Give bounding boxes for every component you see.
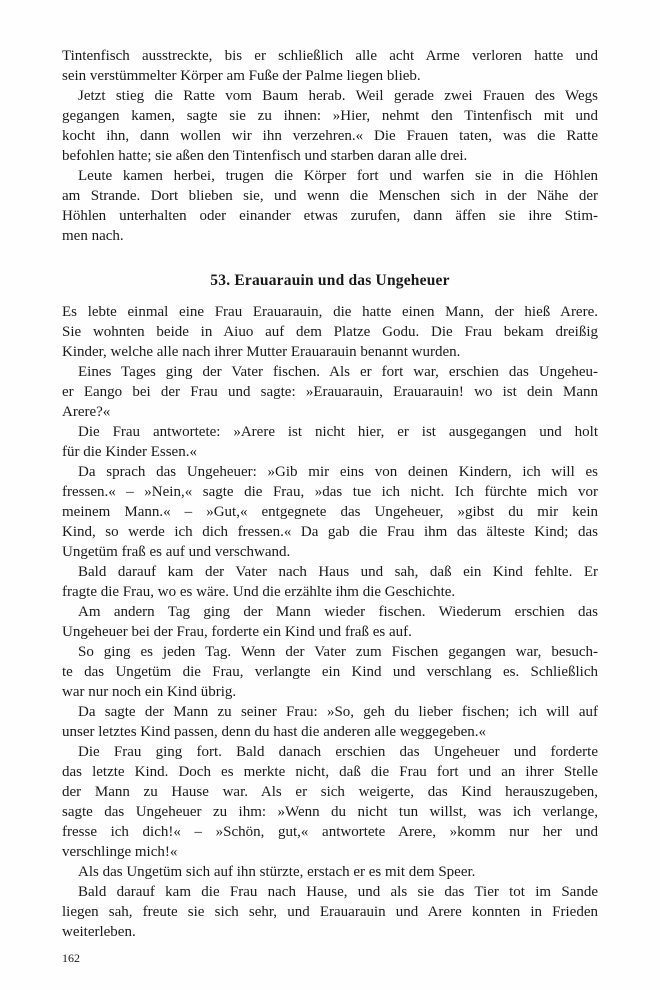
text-line: Eines Tages ging der Vater fischen. Als er fort war, erschien das Ungeheu- xyxy=(78,364,598,380)
paragraph xyxy=(62,702,598,742)
text-line: sein verstümmelter Körper am Fuße der Palme liegen blieb. xyxy=(62,68,421,84)
paragraph xyxy=(62,862,598,882)
text-line: Leute kamen herbei, trugen die Körper fort und warfen sie in die Höhlen xyxy=(78,168,598,184)
paragraph xyxy=(62,302,598,362)
text-line: weiterleben. xyxy=(62,924,136,940)
paragraph xyxy=(62,562,598,602)
text-block xyxy=(62,46,598,965)
text-line: unser letztes Kind passen, denn du hast die anderen alle weggegeben.« xyxy=(62,724,487,740)
text-line: Höhlen unterhalten oder einander etwas zurufen, dann äffen sie ihre Stim- xyxy=(62,208,598,224)
text-line: liegen sah, freute sie sich sehr, und Erauarauin und Arere konnten in Frieden xyxy=(62,904,598,920)
paragraph xyxy=(62,462,598,562)
page-number: 162 xyxy=(62,951,80,965)
text-line: Da sprach das Ungeheuer: »Gib mir eins von deinen Kindern, ich will es xyxy=(78,464,598,480)
text-line: sagte das Ungeheuer zu ihm: »Wenn du nicht tun willst, was ich verlange, xyxy=(62,804,598,820)
text-line: der Mann zu Hause war. Als er sich weigerte, das Kind herauszugeben, xyxy=(62,784,598,800)
paragraph xyxy=(62,602,598,642)
text-line: er Eango bei der Frau und sagte: »Erauarauin, Erauarauin! wo ist dein Mann xyxy=(62,384,598,400)
text-line: te das Ungetüm die Frau, verlangte ein Kind und verschlang es. Schließlich xyxy=(62,664,598,680)
paragraph xyxy=(62,422,598,462)
text-line: Die Frau ging fort. Bald danach erschien das Ungeheuer und forderte xyxy=(78,744,598,760)
story-heading: 53. Erauarauin und das Ungeheuer xyxy=(210,272,450,289)
paragraph xyxy=(62,742,598,862)
text-line: Am andern Tag ging der Mann wieder fischen. Wiederum erschien das xyxy=(78,604,598,620)
text-line: fragte die Frau, wo es wäre. Und die erzählte ihm die Geschichte. xyxy=(62,584,456,600)
paragraph xyxy=(62,166,598,246)
text-line: für die Kinder Essen.« xyxy=(62,444,197,460)
text-line: Es lebte einmal eine Frau Erauarauin, die hatte einen Mann, der hieß Arere. xyxy=(62,304,598,320)
text-line: Ungeheuer bei der Frau, forderte ein Kind und fraß es auf. xyxy=(62,624,412,640)
text-line: men nach. xyxy=(62,228,124,244)
text-line: fressen.« – »Nein,« sagte die Frau, »das tue ich nicht. Ich fürchte mich vor xyxy=(62,484,598,500)
text-line: So ging es jeden Tag. Wenn der Vater zum Fischen gegangen war, besuch- xyxy=(78,644,598,660)
paragraph xyxy=(62,882,598,942)
text-line: war nur noch ein Kind übrig. xyxy=(62,684,237,700)
text-line: Tintenfisch ausstreckte, bis er schließlich alle acht Arme verloren hatte und xyxy=(62,48,598,64)
text-line: meinem Mann.« – »Gut,« entgegnete das Ungeheuer, »gibst du mir kein xyxy=(62,504,598,520)
text-line: Da sagte der Mann zu seiner Frau: »So, geh du lieber fischen; ich will auf xyxy=(78,704,598,720)
text-line: Kinder, welche alle nach ihrer Mutter Erauarauin benannt wurden. xyxy=(62,344,461,360)
text-line: verschlinge mich!« xyxy=(62,844,178,860)
paragraph xyxy=(62,642,598,702)
paragraph xyxy=(62,46,598,86)
text-line: Kind, so werde ich dich fressen.« Da gab die Frau ihm das älteste Kind; das xyxy=(62,524,598,540)
text-line: Ungetüm fraß es auf und verschwand. xyxy=(62,544,291,560)
text-line: kocht ihn, dann wollen wir ihn verzehren.« Die Frauen taten, was die Ratte xyxy=(62,128,598,144)
text-line: Sie wohnten beide in Aiuo auf dem Platze Godu. Die Frau bekam dreißig xyxy=(62,324,598,340)
text-line: Jetzt stieg die Ratte vom Baum herab. Weil gerade zwei Frauen des Wegs xyxy=(78,88,598,104)
text-line: befohlen hatte; sie aßen den Tintenfisch und starben daran alle drei. xyxy=(62,148,468,164)
text-line: am Strande. Dort blieben sie, und wenn die Menschen sich in der Nähe der xyxy=(62,188,598,204)
text-line: fresse ich dich!« – »Schön, gut,« antwortete Arere, »komm nur her und xyxy=(62,824,598,840)
text-line: Bald darauf kam die Frau nach Hause, und als sie das Tier tot im Sande xyxy=(78,884,598,900)
paragraph xyxy=(62,362,598,422)
text-line: das letzte Kind. Doch es merkte nicht, daß die Frau fort und an ihrer Stelle xyxy=(62,764,598,780)
text-line: gegangen kamen, sagte sie zu ihnen: »Hier, nehmt den Tintenfisch mit und xyxy=(62,108,598,124)
text-line: Die Frau antwortete: »Arere ist nicht hier, er ist ausgegangen und holt xyxy=(78,424,598,440)
text-line: Arere?« xyxy=(62,404,111,420)
text-line: Als das Ungetüm sich auf ihn stürzte, erstach er es mit dem Speer. xyxy=(78,864,476,880)
paragraph xyxy=(62,86,598,166)
text-line: Bald darauf kam der Vater nach Haus und sah, daß ein Kind fehlte. Er xyxy=(78,564,598,580)
